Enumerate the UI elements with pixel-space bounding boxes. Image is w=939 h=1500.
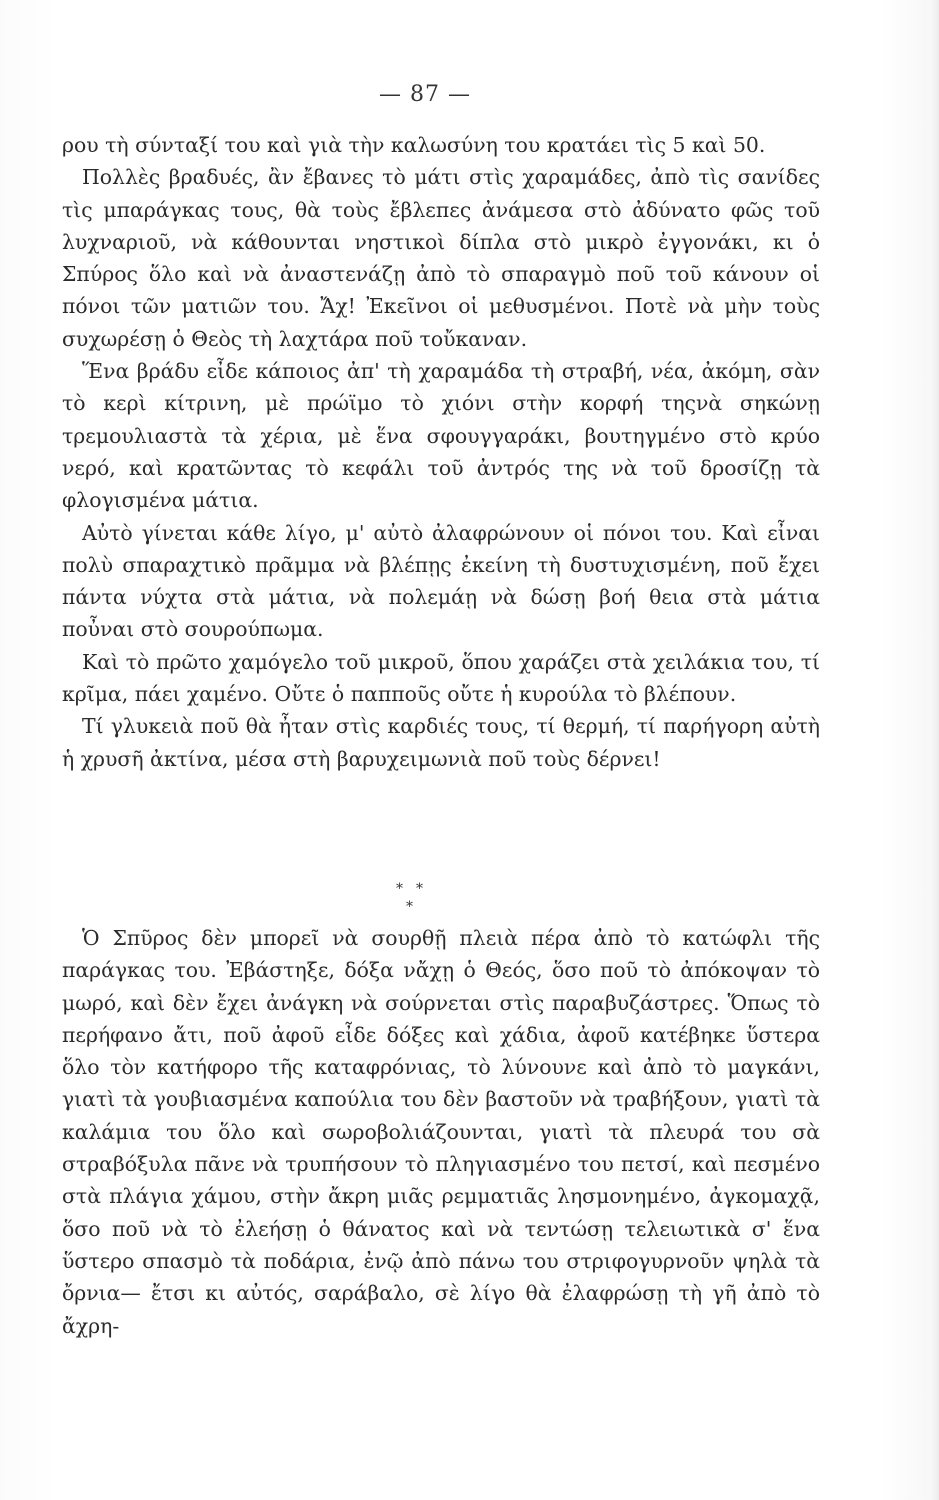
paragraph: Πολλὲς βραδυές, ἂν ἔβανες τὸ μάτι στὶς χαραμάδες, ἀπὸ τὶς σανίδες τὶς μπαράγκας τους, θὰ τοὺς ἔβλεπες ἀνάμεσα στὸ ἀδύνατο φῶς τοῦ λυχναριοῦ, νὰ κάθουνται νηστικοὶ δίπλα στὸ μικρὸ ἐγγονάκι, κι ὁ Σπύρος ὅλο καὶ νὰ ἀναστενάζῃ ἀπὸ τὸ σπαραγμὸ ποῦ τοῦ κάνουν οἱ πόνοι τῶν ματιῶν του. Ἄχ! Ἐκεῖνοι οἱ μεθυσμένοι. Ποτὲ νὰ μὴν τοὺς συχωρέσῃ ὁ Θεὸς τὴ λαχτάρα ποῦ τοὔκαναν. [62,165,820,351]
asterisk-icon: * [406,899,413,915]
paragraph: Αὐτὸ γίνεται κάθε λίγο, μ' αὐτὸ ἀλαφρώνουν οἱ πόνοι του. Καὶ εἶναι πολὺ σπαραχτικὸ πρᾶμμα νὰ βλέπῃς ἐκείνη τὴ δυστυχισμένη, ποῦ ἔχει πάντα νύχτα στὰ μάτια, νὰ πολεμάῃ νὰ δώσῃ βοή θεια στὰ μάτια ποὖναι στὸ σουρούπωμα. [62,520,820,642]
scan-edge-shadow [931,0,939,1500]
asterism-separator [380,876,460,916]
text-section-2 [62,922,820,1342]
paragraph: Τί γλυκειὰ ποῦ θὰ ἦταν στὶς καρδιές τους, τί θερμή, τί παρήγορη αὐτὴ ἡ χρυσῆ ἀκτίνα, μέσα στὴ βαρυχειμωνιὰ ποῦ τοὺς δέρνει! [62,714,820,771]
paragraph: Ἕνα βράδυ εἶδε κάποιος ἀπ' τὴ χαραμάδα τὴ στραβή, νέα, ἀκόμη, σὰν τὸ κερὶ κίτρινη, μὲ πρώϊμο τὸ χιόνι στὴν κορφή τηςνὰ σηκώνῃ τρεμουλιαστὰ τὰ χέρια, μὲ ἕνα σφουγγαράκι, βουτηγμένο στὸ κρύο νερό, καὶ κρατῶντας τὸ κεφάλι τοῦ ἀντρός της νὰ τοῦ δροσίζῃ τὰ φλογισμένα μάτια. [62,359,820,513]
paragraph-continuation: ρου τὴ σύνταξί του καὶ γιὰ τὴν καλωσύνη του κρατάει τὶς 5 καὶ 50. [62,133,766,157]
paragraph: Ὁ Σπῦρος δὲν μπορεῖ νὰ σουρθῇ πλειὰ πέρα ἀπὸ τὸ κατώφλι τῆς παράγκας του. Ἐβάστηξε, δόξα νἄχῃ ὁ Θεός, ὅσο ποῦ τὸ ἀπόκοψαν τὸ μωρό, καὶ δὲν ἔχει ἀνάγκη νὰ σούρνεται στὶς παραβυζάστρες. Ὅπως τὸ περήφανο ἄτι, ποῦ ἀφοῦ εἶδε δόξες καὶ χάδια, ἀφοῦ κατέβηκε ὕστερα ὅλο τὸν κατήφορο τῆς καταφρόνιας, τὸ λύνουνε καὶ ἀπὸ τὸ μαγκάνι, γιατὶ τὰ γουβιασμένα καπούλια του δὲν βαστοῦν νὰ τραβήξουν, γιατὶ τὰ καλάμια του ὅλο καὶ σωροβολιάζουνται, γιατὶ τὰ πλευρά του σὰ στραβόξυλα πᾶνε νὰ τρυπήσουν τὸ πληγιασμένο του πετσί, καὶ πεσμένο στὰ πλάγια χάμου, στὴν ἄκρη μιᾶς ρεμματιᾶς λησμονημένο, ἀγκομαχᾷ, ὅσο ποῦ νὰ τὸ ἐλεήσῃ ὁ θάνατος καὶ νὰ τεντώσῃ τελειωτικὰ σ' ἕνα ὕστερο σπασμὸ τὰ ποδάρια, ἐνῷ ἀπὸ πάνω του στριφογυρνοῦν ψηλὰ τὰ ὄρνια— ἔτσι κι αὐτός, σαράβαλο, σὲ λίγο θὰ ἐλαφρώσῃ τὴ γῆ ἀπὸ τὸ ἄχρη- [62,926,820,1338]
text-section-1 [62,129,820,775]
page-number: — 87 — [379,82,471,107]
asterisk-icon: * [416,881,423,897]
asterisk-icon: * [396,881,403,897]
paragraph: Καὶ τὸ πρῶτο χαμόγελο τοῦ μικροῦ, ὅπου χαράζει στὰ χειλάκια του, τί κρῖμα, πάει χαμένο. Οὔτε ὁ παπποῦς οὔτε ἡ κυρούλα τὸ βλέπουν. [62,649,820,707]
